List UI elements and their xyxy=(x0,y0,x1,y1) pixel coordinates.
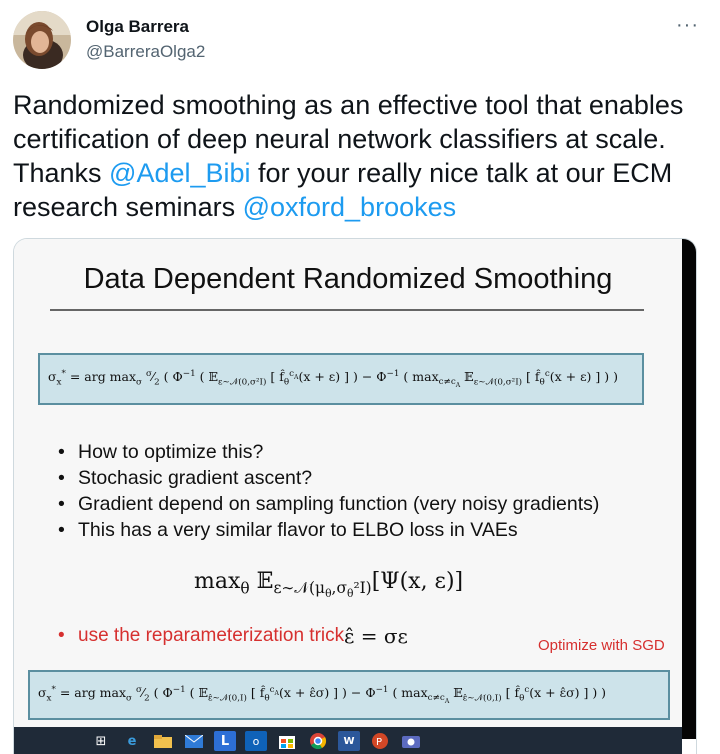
mention-link[interactable]: @Adel_Bibi xyxy=(109,158,251,188)
powerpoint-icon xyxy=(369,731,391,751)
word-icon: W xyxy=(338,731,360,751)
slide-image xyxy=(14,239,682,727)
author-handle[interactable]: @BarreraOlga2 xyxy=(86,42,206,61)
reparam-bullet xyxy=(58,625,344,647)
edge-icon: e xyxy=(127,733,137,749)
camera-icon xyxy=(400,731,422,751)
bullet-item: • Gradient depend on sampling function (very noisy gradients) xyxy=(58,491,599,517)
max-expectation-equation: $\max_\theta$ 𝔼$_{\varepsilon\sim 𝒩(\mu_\theta,\sigma_\theta^2I)}$[Ψ(x, ε)] xyxy=(194,569,464,601)
bullet-item: • How to optimize this? xyxy=(58,439,599,465)
svg-text:P: P xyxy=(376,737,383,748)
bullet-list xyxy=(58,439,599,543)
outlook-icon: o xyxy=(245,731,267,751)
bullet-item: • This has a very similar flavor to ELBO loss in VAEs xyxy=(58,517,599,543)
media-edge xyxy=(680,239,696,739)
equation-box-bottom: $\sigma_x^*$ = arg $\max_\sigma$ $^\sigma⁄_2$ ( $\Phi^{-1}$ ( 𝔼$_{\varepsilon̂\sim 𝒩(0,I)}$ [ $f̂_\theta^{c_A}(x$ + ε̂σ) ] ) − $\Phi^{-1}$ ( $\max_{c\ne c_A}$ 𝔼$_{\varepsilon̂\sim 𝒩(0,I)}$ [ $f̂_\theta^c(x$ + ε̂σ) ] ) ) xyxy=(28,670,670,720)
store-icon xyxy=(276,731,298,751)
more-options-icon[interactable]: ··· xyxy=(676,14,699,36)
folder-icon xyxy=(152,731,174,751)
reparam-equation: ε̂ = σε xyxy=(344,624,408,648)
bullet-item: • Stochasic gradient ascent? xyxy=(58,465,599,491)
tweet-media[interactable] xyxy=(13,238,697,754)
task-view-icon: ⊞ xyxy=(95,733,107,749)
l-app-icon: L xyxy=(214,731,236,751)
mail-icon xyxy=(183,731,205,751)
equation-box-top: $\sigma_x^*$ = arg $\max_\sigma$ $^\sigma⁄_2$ ( $\Phi^{-1}$ ( 𝔼$_{\varepsilon\sim 𝒩(0,\sigma^2I)}$ [ $f̂_\theta^{c_A}(x + \varepsilon)$ ] ) − $\Phi^{-1}$ ( $\max_{c\ne c_A}$ 𝔼$_{\varepsilon\sim 𝒩(0,\sigma^2I)}$ [ $f̂_\theta^c(x + \varepsilon)$ ] ) ) xyxy=(38,353,644,405)
slide-title: Data Dependent Randomized Smoothing xyxy=(83,263,613,295)
tweet-text-part: for your really nice talk at our ECM research seminars xyxy=(13,158,673,222)
tweet-text xyxy=(13,88,713,224)
mention-link[interactable]: @oxford_brookes xyxy=(242,192,457,222)
sgd-note: Optimize with SGD xyxy=(538,637,665,654)
avatar[interactable] xyxy=(13,11,71,69)
windows-taskbar xyxy=(14,727,682,754)
reparam-label: use the reparameterization trick xyxy=(78,625,345,646)
title-divider xyxy=(50,309,644,311)
author-name[interactable]: Olga Barrera xyxy=(86,17,189,36)
tweet-text-part: Randomized smoothing as an effective tool that enables certification of deep neural network classifiers at scale. Thanks xyxy=(13,90,684,188)
chrome-icon xyxy=(307,731,329,751)
